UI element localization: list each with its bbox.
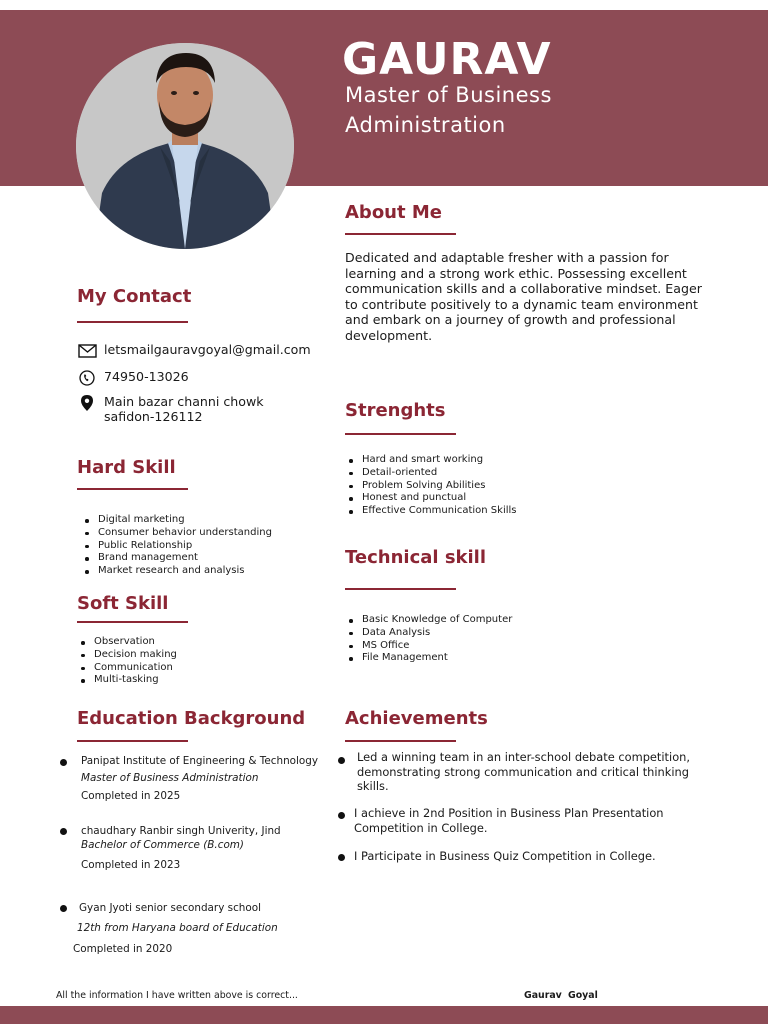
location-pin-icon: [77, 394, 97, 412]
education-completed: Completed in 2023: [81, 859, 181, 871]
declaration-text: All the information I have written above is correct...: [56, 990, 298, 1001]
education-degree: 12th from Haryana board of Education: [77, 922, 278, 934]
envelope-icon: [77, 342, 97, 360]
education-school: Panipat Institute of Engineering & Technology: [81, 755, 319, 767]
education-title: Education Background: [77, 708, 306, 729]
list-item: Digital marketing: [84, 514, 272, 527]
list-item: Data Analysis: [348, 627, 512, 640]
bullet-dot: [338, 812, 345, 819]
hard-skill-title: Hard Skill: [77, 457, 176, 478]
bullet-dot: [338, 757, 345, 764]
profile-photo: [76, 43, 294, 249]
achievements-rule: [345, 740, 456, 742]
address-line-2: safidon-126112: [104, 409, 203, 424]
list-item: MS Office: [348, 640, 512, 653]
strengths-title: Strenghts: [345, 400, 446, 421]
bullet-dot: [60, 759, 67, 766]
about-text: Dedicated and adaptable fresher with a passion for learning and a strong work ethic. Possessing excellent communication skills and a collaborative mindset. Eager to contribute positively to a dynamic team environment and embark on a journey of growth and professional development.: [345, 250, 702, 343]
list-item: Communication: [80, 662, 177, 675]
achievement-text: I achieve in 2nd Position in Business Plan Presentation Competition in College.: [354, 806, 664, 835]
candidate-name: GAURAV: [342, 34, 552, 85]
signature-name: Gaurav Goyal: [524, 990, 598, 1001]
achievements-title: Achievements: [345, 708, 488, 729]
bullet-dot: [338, 854, 345, 861]
footer-band: [0, 1006, 768, 1024]
technical-skill-list: [348, 614, 512, 665]
technical-skill-rule: [345, 588, 456, 590]
contact-phone-row: [77, 369, 189, 387]
bullet-dot: [60, 905, 67, 912]
list-item: Problem Solving Abilities: [348, 480, 517, 493]
soft-skill-list: [80, 636, 177, 687]
hard-skill-rule: [77, 488, 188, 490]
address-line-1: Main bazar channi chowk: [104, 394, 264, 409]
list-item: File Management: [348, 652, 512, 665]
list-item: Basic Knowledge of Computer: [348, 614, 512, 627]
list-item: Decision making: [80, 649, 177, 662]
list-item: Observation: [80, 636, 177, 649]
contact-email: letsmailgauravgoyal@gmail.com: [104, 342, 311, 357]
education-rule: [77, 740, 188, 742]
list-item: Public Relationship: [84, 540, 272, 553]
contact-title: My Contact: [77, 286, 192, 307]
list-item: Detail-oriented: [348, 467, 517, 480]
phone-icon: [77, 369, 97, 387]
about-title: About Me: [345, 202, 442, 223]
top-white-strip: [0, 0, 768, 10]
contact-address-row: [77, 394, 264, 424]
list-item: Brand management: [84, 552, 272, 565]
achievement-text: I Participate in Business Quiz Competition in College.: [354, 849, 656, 863]
list-item: Hard and smart working: [348, 454, 517, 467]
list-item: Market research and analysis: [84, 565, 272, 578]
hard-skill-list: [84, 514, 272, 578]
list-item: Consumer behavior understanding: [84, 527, 272, 540]
contact-phone: 74950-13026: [104, 369, 189, 384]
candidate-degree: Master of Business Administration: [345, 83, 552, 137]
about-rule: [345, 233, 456, 235]
strengths-list: [348, 454, 517, 518]
contact-address: [104, 394, 264, 424]
education-school: chaudhary Ranbir singh Univerity, Jind: [81, 825, 281, 837]
education-school: Gyan Jyoti senior secondary school: [79, 902, 261, 914]
education-degree: Master of Business Administration: [81, 772, 259, 784]
education-degree: Bachelor of Commerce (B.com): [81, 839, 244, 851]
technical-skill-title: Technical skill: [345, 547, 487, 568]
bullet-dot: [60, 828, 67, 835]
contact-email-row: [77, 342, 311, 360]
soft-skill-rule: [77, 621, 188, 623]
list-item: Effective Communication Skills: [348, 505, 517, 518]
list-item: Honest and punctual: [348, 492, 517, 505]
strengths-rule: [345, 433, 456, 435]
achievement-text: Led a winning team in an inter-school debate competition, demonstrating strong communication and critical thinking skills.: [357, 750, 690, 793]
contact-rule: [77, 321, 188, 323]
education-completed: Completed in 2020: [73, 943, 173, 955]
soft-skill-title: Soft Skill: [77, 593, 169, 614]
list-item: Multi-tasking: [80, 674, 177, 687]
education-completed: Completed in 2025: [81, 790, 181, 802]
